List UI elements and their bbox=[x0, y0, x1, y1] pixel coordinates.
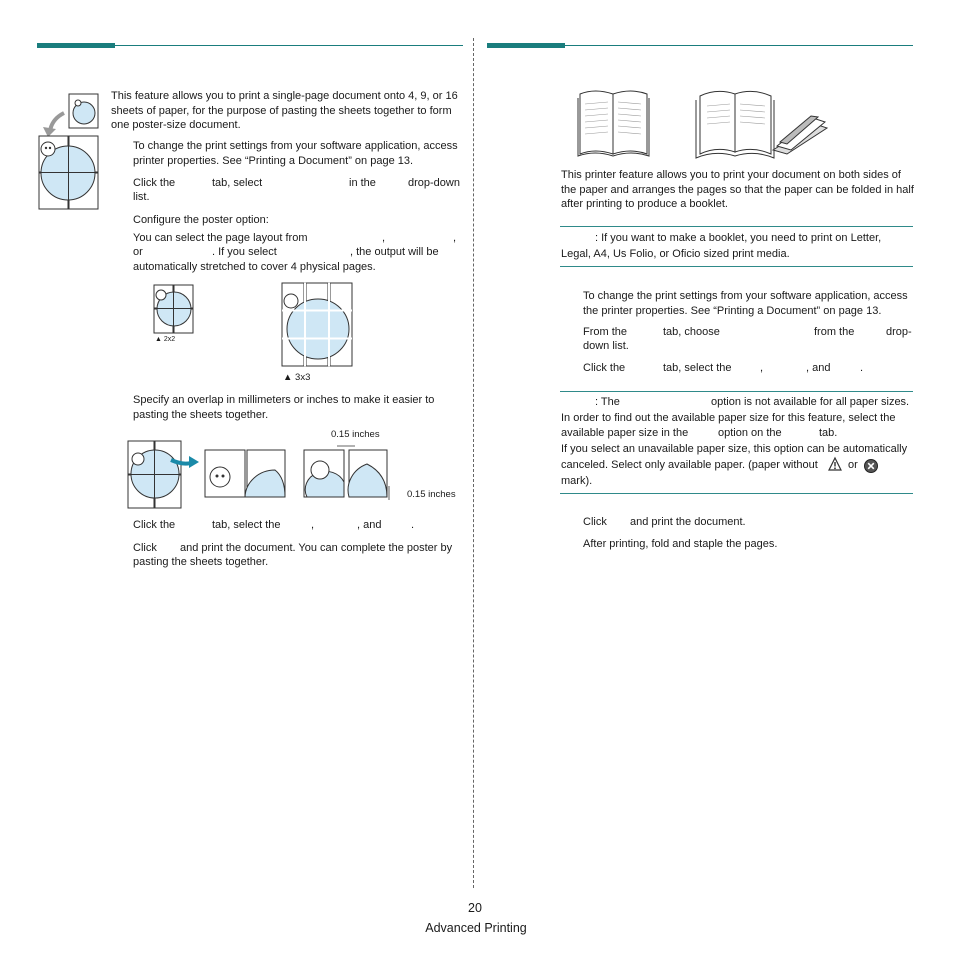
booklet-step-2e: down list. bbox=[583, 340, 629, 352]
note2-line-e: option on the bbox=[718, 427, 782, 439]
booklet-step-2d: drop- bbox=[886, 326, 912, 338]
booklet-step-3c: , bbox=[760, 362, 764, 374]
note1-line-a: : If you want to make a booklet, you need to print on Letter, bbox=[595, 232, 882, 244]
poster-step-5a: Click bbox=[133, 542, 157, 554]
poster-step-4e: . bbox=[411, 519, 415, 531]
poster-step-4c: , bbox=[311, 519, 315, 531]
note1-line-b: Legal, A4, Us Folio, or Oficio sized print media. bbox=[561, 248, 790, 260]
label-2x2: ▲ 2x2 bbox=[155, 336, 176, 343]
left-header-bar bbox=[37, 43, 115, 48]
note2-line-a: : The bbox=[595, 396, 620, 408]
poster-intro-illustration bbox=[38, 93, 100, 211]
poster-step-5c: pasting the sheets together. bbox=[133, 556, 269, 568]
poster-step-2a: Click the bbox=[133, 177, 176, 189]
right-header-bar bbox=[487, 43, 565, 48]
note2-bottom-rule bbox=[560, 493, 913, 494]
booklet-step-1: To change the print settings from your software application, access the printer properties. See “Printing a Document” on page 13. bbox=[583, 290, 908, 317]
note2-line-j: mark). bbox=[561, 475, 593, 487]
layout-comma-2: , bbox=[453, 232, 457, 244]
booklet-step-2b: tab, choose bbox=[663, 326, 720, 338]
note2-line-i: or bbox=[848, 459, 858, 471]
layout-text-2: . If you select bbox=[212, 246, 277, 258]
note2-line-h: canceled. Select only available paper. (paper without bbox=[561, 459, 818, 471]
overlap-right-label: 0.15 inches bbox=[407, 489, 456, 500]
booklet-step-4a: Click bbox=[583, 516, 607, 528]
footer-chapter: Advanced Printing bbox=[425, 921, 527, 935]
booklet-step-2a: From the bbox=[583, 326, 628, 338]
layout-text-4: automatically stretched to cover 4 physical pages. bbox=[133, 261, 376, 273]
note2-line-b: option is not available for all paper sizes. bbox=[711, 396, 910, 408]
poster-step-4d: , and bbox=[357, 519, 382, 531]
layout-text-1: You can select the page layout from bbox=[133, 232, 308, 244]
booklet-illustration bbox=[575, 84, 830, 158]
poster-intro-text: This feature allows you to print a single-page document onto 4, 9, or 16 sheets of paper, for the purpose of pasting the sheets together to form one poster-size document. bbox=[111, 90, 458, 131]
layout-2x2-illustration bbox=[153, 284, 195, 336]
overlap-illustration bbox=[127, 440, 392, 508]
layout-or: or bbox=[133, 246, 143, 258]
booklet-step-3b: tab, select the bbox=[663, 362, 732, 374]
poster-step-2e: list. bbox=[133, 191, 150, 203]
poster-step-4b: tab, select the bbox=[212, 519, 281, 531]
left-header-rule bbox=[115, 45, 463, 46]
note2-line-f: tab. bbox=[819, 427, 838, 439]
poster-step-3: Configure the poster option: bbox=[133, 214, 269, 226]
poster-step-1: To change the print settings from your software application, access printer properties. See “Printing a Document” on page 13. bbox=[133, 140, 458, 167]
booklet-intro-text: This printer feature allows you to print your document on both sides of the paper and arranges the pages so that the paper can be folded in half after printing to produce a booklet. bbox=[561, 169, 914, 210]
note1-bottom-rule bbox=[560, 266, 913, 267]
note2-line-c: In order to find out the available paper size for this feature, select the bbox=[561, 412, 896, 424]
poster-step-2b: tab, select bbox=[212, 177, 263, 189]
unavailable-icon bbox=[864, 459, 878, 473]
booklet-step-4b: and print the document. bbox=[630, 516, 746, 528]
warning-icon bbox=[828, 457, 842, 471]
booklet-step-3d: , and bbox=[806, 362, 831, 374]
note2-line-g: If you select an unavailable paper size, this option can be automatically bbox=[561, 443, 908, 455]
page-number: 20 bbox=[468, 901, 482, 915]
layout-text-3: , the output will be bbox=[350, 246, 439, 258]
note2-top-rule bbox=[560, 391, 913, 392]
poster-step-2c: in the bbox=[349, 177, 376, 189]
poster-step-4a: Click the bbox=[133, 519, 176, 531]
label-3x3: ▲ 3x3 bbox=[283, 372, 311, 383]
poster-step-5b: and print the document. You can complete the poster by bbox=[180, 542, 453, 554]
note2-line-d: available paper size in the bbox=[561, 427, 689, 439]
note1-top-rule bbox=[560, 226, 913, 227]
column-divider bbox=[473, 38, 474, 888]
right-header-rule bbox=[565, 45, 913, 46]
overlap-top-label: 0.15 inches bbox=[331, 429, 380, 440]
poster-step-2d: drop-down bbox=[408, 177, 460, 189]
layout-comma-1: , bbox=[382, 232, 386, 244]
booklet-step-2c: from the bbox=[814, 326, 855, 338]
booklet-step-3a: Click the bbox=[583, 362, 626, 374]
booklet-step-5: After printing, fold and staple the pages. bbox=[583, 538, 778, 550]
overlap-text: Specify an overlap in millimeters or inches to make it easier to pasting the sheets together. bbox=[133, 394, 435, 421]
booklet-step-3e: . bbox=[860, 362, 864, 374]
layout-3x3-illustration bbox=[281, 282, 353, 368]
